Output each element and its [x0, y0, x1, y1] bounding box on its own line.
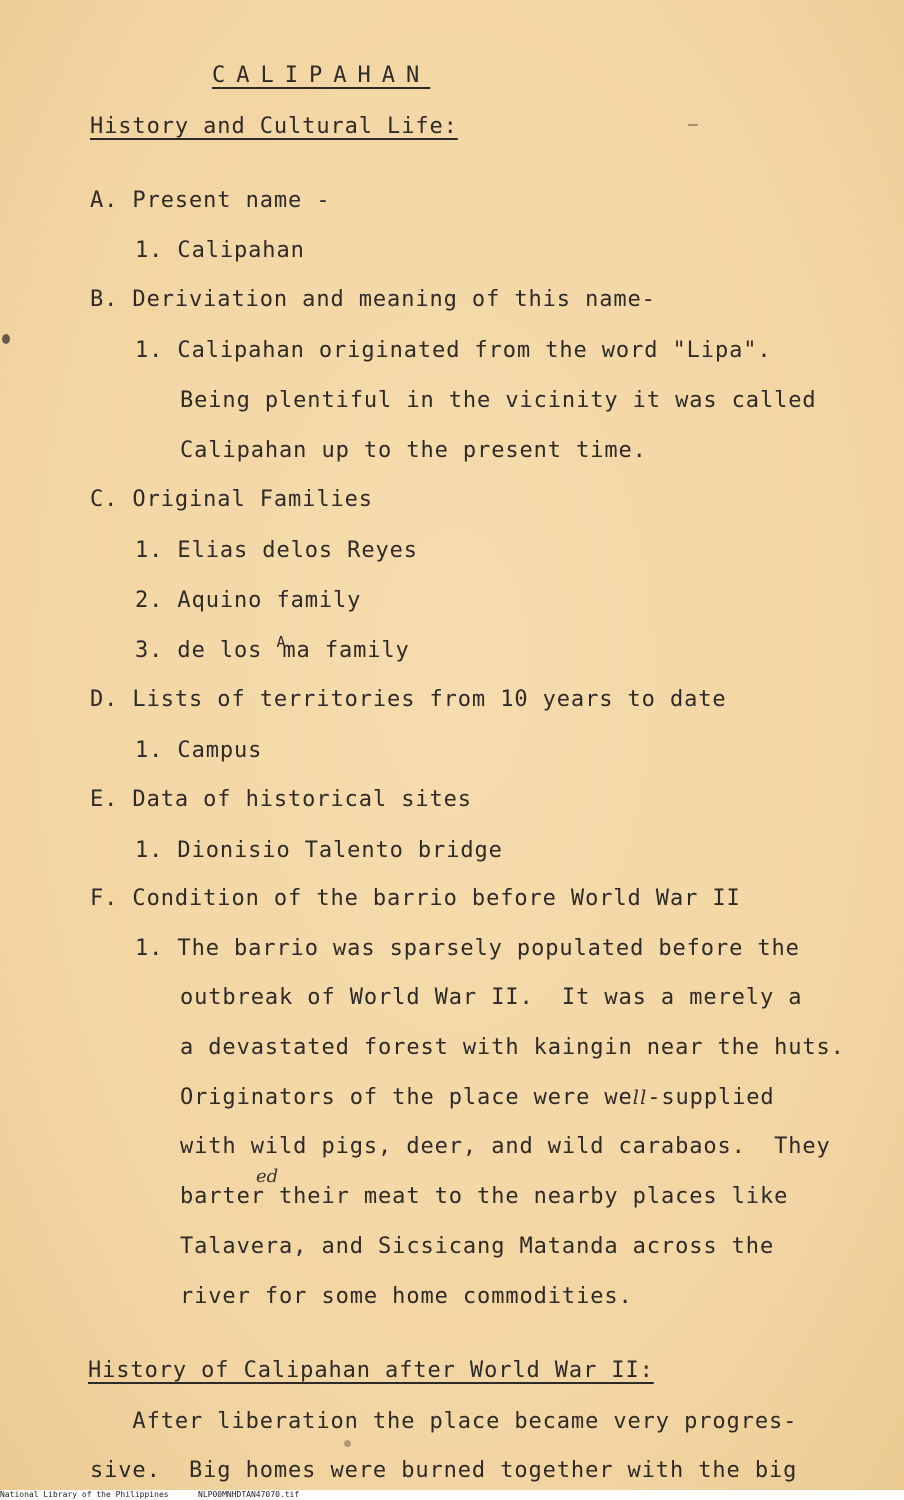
item-b1-line2: Being plentiful in the vicinity it was called: [180, 388, 817, 413]
item-f1-line4: [180, 1083, 775, 1112]
item-b: B. Deriviation and meaning of this name-: [90, 287, 656, 312]
paragraph-line2: sive. Big homes were burned together with the big: [90, 1458, 798, 1483]
item-d: D. Lists of territories from 10 years to date: [90, 687, 727, 712]
item-f1-line6-after: their meat to the nearby places like: [264, 1184, 789, 1209]
page-title: CALIPAHAN: [212, 63, 431, 88]
item-f1-line4-after: -supplied: [647, 1085, 775, 1110]
handwritten-correction: ll: [632, 1085, 648, 1109]
section-heading-history: History and Cultural Life:: [90, 114, 458, 139]
item-c3-before: 3. de los: [135, 638, 277, 663]
item-f1-line2: outbreak of World War II. It was a merely a: [180, 985, 803, 1010]
item-f1-line7: Talavera, and Sicsicang Matanda across the: [180, 1234, 775, 1259]
paper-blemish: [688, 124, 698, 126]
item-f: F. Condition of the barrio before World War II: [90, 886, 741, 911]
item-e: E. Data of historical sites: [90, 787, 472, 812]
item-d1: 1. Campus: [135, 738, 263, 763]
handwritten-insertion: ed: [256, 1166, 279, 1187]
paragraph-line1: After liberation the place became very progres-: [90, 1409, 798, 1434]
footer-filename: NLP00MNHDTAN47070.tif: [198, 1490, 300, 1499]
item-b1-line1: 1. Calipahan originated from the word "Lipa".: [135, 338, 772, 363]
item-c3-after: ma family: [282, 638, 410, 663]
item-f1-line5: with wild pigs, deer, and wild carabaos. They: [180, 1134, 831, 1159]
item-e1: 1. Dionisio Talento bridge: [135, 838, 503, 863]
item-f1-line6-before: barter: [180, 1184, 265, 1209]
item-a1: 1. Calipahan: [135, 238, 305, 263]
item-b1-line3: Calipahan up to the present time.: [180, 438, 647, 463]
paper-blemish: [344, 1440, 351, 1447]
section-heading-after-war: History of Calipahan after World War II:: [88, 1358, 654, 1383]
item-c3: [135, 633, 410, 666]
item-c1: 1. Elias delos Reyes: [135, 538, 418, 563]
item-f1-line3: a devastated forest with kaingin near the huts.: [180, 1035, 845, 1060]
item-f1-line1: 1. The barrio was sparsely populated before the: [135, 936, 800, 961]
item-c2: 2. Aquino family: [135, 588, 362, 613]
scan-footer: [0, 1490, 904, 1500]
item-f1-line6: [180, 1183, 788, 1211]
footer-library: National Library of the Philippines: [0, 1490, 169, 1499]
item-a: A. Present name -: [90, 188, 331, 213]
item-c3-superscript: A: [276, 633, 287, 651]
item-c: C. Original Families: [90, 487, 373, 512]
item-f1-line4-before: Originators of the place were we: [180, 1085, 633, 1110]
item-f1-line8: river for some home commodities.: [180, 1284, 633, 1309]
paper-blemish: [2, 334, 10, 344]
